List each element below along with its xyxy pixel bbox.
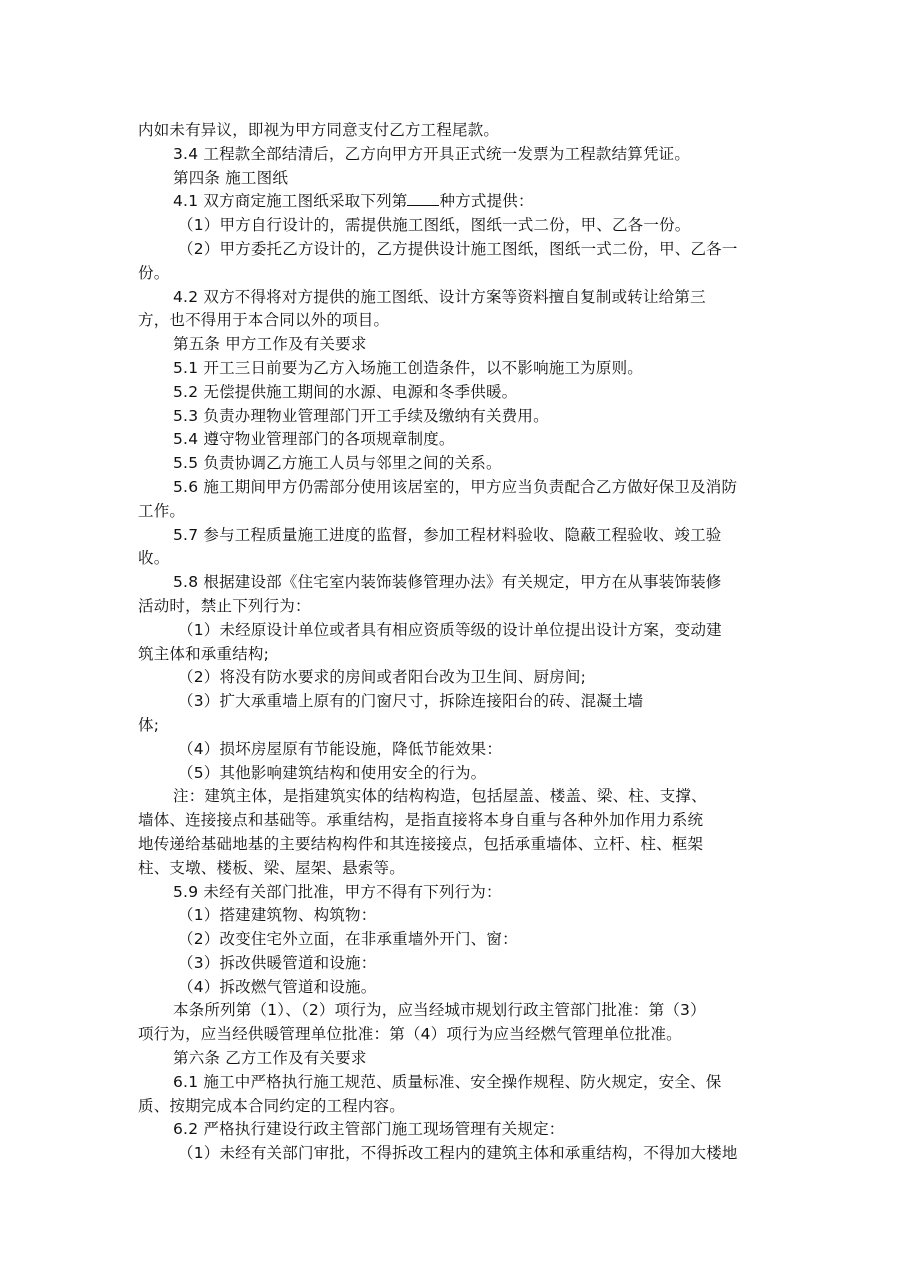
text-line: （1）未经有关部门审批，不得拆改工程内的建筑主体和承重结构，不得加大楼地	[178, 1144, 738, 1163]
text-line: （5）其他影响建筑结构和使用安全的行为。	[178, 763, 487, 782]
text-line: 5.5 负责协调乙方施工人员与邻里之间的关系。	[173, 454, 502, 473]
text-line: 墙体、连接接点和基础等。承重结构，是指直接将本身自重与各种外加作用力系统	[138, 811, 704, 830]
text-line: （2）甲方委托乙方设计的，乙方提供设计施工图纸，图纸一式二份，甲、乙各一	[178, 239, 738, 258]
text-line: 5.4 遵守物业管理部门的各项规章制度。	[173, 430, 455, 449]
text-line: （1）甲方自行设计的，需提供施工图纸，图纸一式二份，甲、乙各一份。	[178, 216, 691, 235]
text-line: 5.3 负责办理物业管理部门开工手续及缴纳有关费用。	[173, 406, 549, 425]
text-line: 份。	[138, 263, 170, 282]
text-line: 第四条 施工图纸	[173, 168, 289, 187]
text-line: 注：建筑主体，是指建筑实体的结构构造，包括屋盖、楼盖、梁、柱、支撑、	[173, 787, 707, 806]
text-line: （1）未经原设计单位或者具有相应资质等级的设计单位提出设计方案，变动建	[178, 620, 722, 639]
text-line: 5.7 参与工程质量施工进度的监督，参加工程材料验收、隐蔽工程验收、竣工验	[173, 525, 722, 544]
document-body	[138, 119, 788, 1166]
text-line: 6.2 严格执行建设行政主管部门施工现场管理有关规定：	[173, 1120, 565, 1139]
text-line: （3）扩大承重墙上原有的门窗尺寸，拆除连接阳台的砖、混凝土墙	[178, 692, 644, 711]
text-line: 工作。	[138, 501, 186, 520]
text-line: 第五条 甲方工作及有关要求	[173, 335, 367, 354]
text-line: 本条所列第（1）、（2）项行为，应当经城市规划行政主管部门批准：第（3）	[173, 1001, 706, 1020]
fill-in-blank[interactable]	[407, 191, 439, 206]
text-line: 项行为，应当经供暖管理单位批准：第（4）项行为应当经燃气管理单位批准。	[138, 1025, 682, 1044]
text-line: 筑主体和承重结构;	[138, 644, 270, 663]
text-line: 5.8 根据建设部《住宅室内装饰装修管理办法》有关规定，甲方在从事装饰装修	[173, 573, 722, 592]
text-segment: 种方式提供：	[439, 192, 534, 211]
text-line: （2）改变住宅外立面，在非承重墙外开门、窗：	[178, 930, 518, 949]
text-line: （4）损坏房屋原有节能设施，降低节能效果：	[178, 739, 503, 758]
text-line: 5.1 开工三日前要为乙方入场施工创造条件，以不影响施工为原则。	[173, 358, 643, 377]
text-line: 6.1 施工中严格执行施工规范、质量标准、安全操作规程、防火规定，安全、保	[173, 1072, 722, 1091]
text-line: 5.6 施工期间甲方仍需部分使用该居室的，甲方应当负责配合乙方做好保卫及消防	[173, 477, 738, 496]
text-line: 质、按期完成本合同约定的工程内容。	[138, 1096, 405, 1115]
text-line: 体;	[138, 715, 160, 734]
text-line: 柱、支墩、楼板、梁、屋架、悬索等。	[138, 858, 405, 877]
text-line: 第六条 乙方工作及有关要求	[173, 1049, 367, 1068]
text-line: （2）将没有防水要求的房间或者阳台改为卫生间、厨房间;	[178, 668, 586, 687]
text-segment: 4.1 双方商定施工图纸采取下列第	[173, 192, 408, 211]
text-line: （4）拆改燃气管道和设施。	[178, 977, 377, 996]
text-line: 4.2 双方不得将对方提供的施工图纸、设计方案等资料擅自复制或转让给第三	[173, 287, 706, 306]
text-line: 活动时，禁止下列行为：	[138, 596, 311, 615]
text-line: （3）拆改供暖管道和设施：	[178, 953, 377, 972]
text-line: 地传递给基础地基的主要结构构件和其连接接点，包括承重墙体、立杆、柱、框架	[138, 834, 704, 853]
text-line: 方，也不得用于本合同以外的项目。	[138, 311, 390, 330]
text-line: （1）搭建建筑物、构筑物：	[178, 906, 377, 925]
text-line: 5.9 未经有关部门批准，甲方不得有下列行为：	[173, 882, 502, 901]
text-line	[138, 190, 788, 214]
text-line: 3.4 工程款全部结清后，乙方向甲方开具正式统一发票为工程款结算凭证。	[173, 144, 691, 163]
text-line: 5.2 无偿提供施工期间的水源、电源和冬季供暖。	[173, 382, 518, 401]
text-line: 内如未有异议，即视为甲方同意支付乙方工程尾款。	[138, 121, 500, 139]
text-line: 收。	[138, 549, 170, 568]
